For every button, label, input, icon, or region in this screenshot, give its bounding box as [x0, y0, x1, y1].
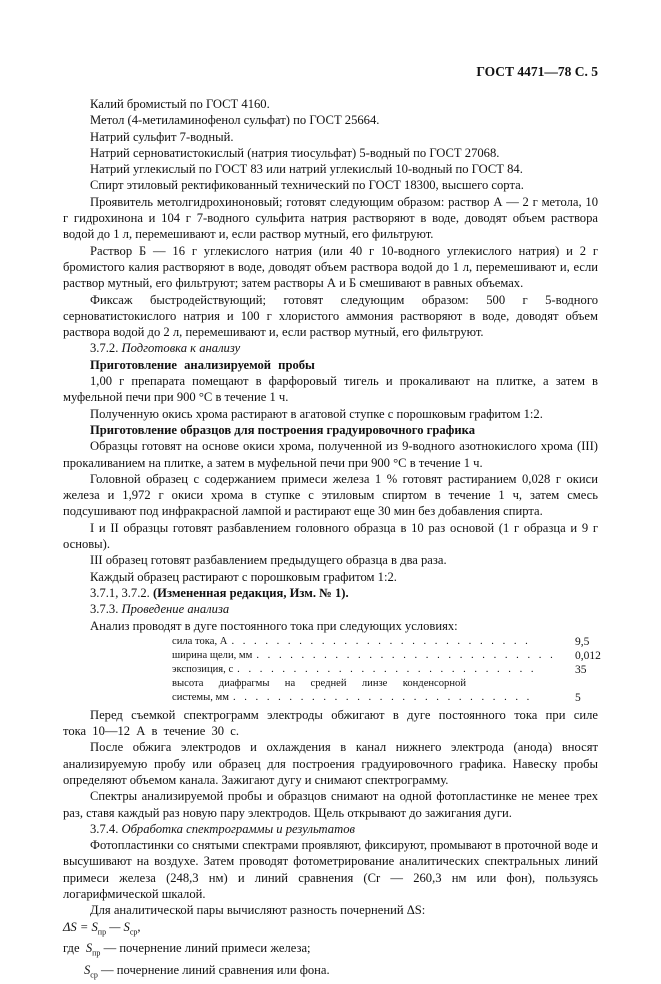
condition-value: 0,012 [575, 649, 601, 662]
paragraph: III образец готовят разбавлением предыдущего образца в два раза. [90, 553, 447, 568]
condition-value: 5 [575, 691, 581, 704]
symbol-subscript: пр [92, 948, 101, 958]
document-body [63, 96, 601, 984]
paragraph: После обжига электродов и охлаждения в канал нижнего электрода (анода) вносят анализируемую пробу или образец для построения градуировочного графика. Навеску пробы определяют объемом канала. Зажигают дугу и снимают спектрограмму. [63, 740, 598, 787]
leader-dots: . . . . . . . . . . . . . . . . . . . . . . . . . . . [237, 663, 537, 675]
leader-dots: . . . . . . . . . . . . . . . . . . . . . . . . . . . [256, 649, 556, 661]
paragraph: Для аналитической пары вычисляют разность почернений ΔS: [90, 903, 426, 918]
condition-row [172, 649, 601, 663]
paragraph: Натрий углекислый по ГОСТ 83 или натрий углекислый 10-водный по ГОСТ 84. [90, 162, 523, 177]
condition-label: сила тока, А [172, 635, 228, 647]
condition-row [172, 691, 581, 705]
section-title: Обработка спектрограммы и результатов [121, 821, 355, 836]
paragraph: Калий бромистый по ГОСТ 4160. [90, 97, 270, 111]
legend-text: — почернение линий примеси железа; [103, 941, 311, 956]
paragraph: Проявитель метолгидрохиноновый; готовят следующим образом: раствор А — 2 г метола, 10 г гидрохинона и 104 г 7-водного сульфита натрия растворяют в воде, доводят объем раствора водой до 1 л, перемешивают и, если раствор мутный, его фильтруют. [63, 194, 598, 242]
section-number: 3.7.2. [90, 341, 119, 356]
legend-text: — почернение линий сравнения или фона. [101, 963, 330, 978]
condition-label: высота диафрагмы на средней линзе конденсорной [172, 677, 466, 689]
formula-part: — S [106, 919, 130, 934]
paragraph: Раствор Б — 16 г углекислого натрия (или 40 г 10-водного углекислого натрия) и 2 г бромистого калия растворяют в воде, доводят объем раствора водой до 1 л, перемешивают и, если раствор мутный, его фильтруют; затем растворы А и Б смешивают в равных объемах. [63, 243, 598, 291]
paragraph: Фиксаж быстродействующий; готовят следующим образом: 500 г 5-водного серноватистокислого натрия и 100 г хлористого аммония растворяют в воде, доводят объем раствора водой до 2 л, перемешивают и, если раствор мутный, его фильтруют. [63, 292, 598, 340]
where-word: где [63, 941, 80, 956]
symbol: S [85, 941, 93, 956]
paragraph: Перед съемкой спектрограмм электроды обжигают в дуге постоянного тока при силе тока 10—12 А в течение 30 с. [63, 707, 598, 739]
condition-label: ширина щели, мм [172, 649, 253, 661]
symbol: S [84, 963, 91, 978]
paragraph: Спирт этиловый ректификованный технический по ГОСТ 18300, высшего сорта. [90, 178, 524, 193]
condition-value: 9,5 [575, 635, 590, 648]
paragraph: Образцы готовят на основе окиси хрома, полученной из 9-водного азотнокислого хрома (III) прокаливанием на плитке, а затем в муфельной печи при 900 °С в течение 1 ч. [63, 439, 598, 470]
subheading: Приготовление анализируемой пробы [90, 357, 315, 372]
condition-value: 35 [575, 663, 587, 676]
paragraph: Головной образец с содержанием примеси железа 1 % готовят растиранием 0,028 г окиси железа и 1,972 г окиси хрома в ступке с этиловым спиртом в течение 1 ч, затем смесь подсушивают под инфракрасной лампой и растирают еще 30 мин без добавления спирта. [63, 471, 598, 519]
condition-label: экспозиция, с [172, 663, 234, 675]
section-heading-3-7-3 [63, 601, 598, 617]
formula-part: , [137, 919, 141, 934]
paragraph: Метол (4-метиламинофенол сульфат) по ГОСТ 25664. [90, 113, 380, 128]
paragraph: 1,00 г препарата помещают в фарфоровый тигель и прокаливают на плитке, а затем в муфельной печи при 900 °С в течение 1 ч. [63, 374, 598, 405]
formula-legend-line [63, 962, 598, 984]
paragraph: Полученную окись хрома растирают в агатовой ступке с порошковым графитом 1:2. [90, 406, 543, 421]
paragraph: Каждый образец растирают с порошковым графитом 1:2. [90, 569, 397, 584]
condition-row [172, 663, 587, 677]
condition-row [172, 635, 590, 649]
paragraph: Натрий сульфит 7-водный. [90, 129, 234, 144]
section-heading-3-7-2 [63, 340, 598, 356]
paragraph: Анализ проводят в дуге постоянного тока при следующих условиях: [90, 618, 458, 633]
page-header: ГОСТ 4471—78 С. 5 [476, 64, 598, 79]
condition-label: системы, мм [172, 691, 229, 703]
symbol-subscript: ср [90, 970, 98, 980]
conditions-list [172, 635, 601, 705]
paragraph: Натрий серноватистокислый (натрия тиосульфат) 5-водный по ГОСТ 27068. [90, 145, 500, 160]
formula-part: ΔS = S [63, 919, 98, 934]
formula-subscript: пр [97, 927, 107, 937]
leader-dots: . . . . . . . . . . . . . . . . . . . . . . . . . . . [231, 635, 531, 647]
subheading: Приготовление образцов для построения градуировочного графика [90, 422, 475, 437]
paragraph: I и II образцы готовят разбавлением головного образца в 10 раз основой (1 г образца и 9 г основы). [63, 520, 598, 552]
paragraph: Фотопластинки со снятыми спектрами проявляют, фиксируют, промывают в проточной воде и высушивают на воздухе. Затем проводят фотометрирование аналитических спектральных линий примеси железа (248,3 нм) и линий сравнения (Cr — 260,3 нм или фон), пользуясь логарифмической шкалой. [63, 838, 598, 902]
formula [63, 919, 598, 941]
amendment-ref: 3.7.1, 3.7.2. [90, 585, 150, 600]
formula-subscript: ср [129, 927, 138, 937]
amendment-note [63, 585, 598, 601]
condition-row [172, 677, 512, 691]
section-title: Проведение анализа [121, 602, 230, 617]
formula-legend-line [63, 940, 598, 962]
leader-dots: . . . . . . . . . . . . . . . . . . . . . . . . . . . [232, 691, 533, 703]
section-number: 3.7.4. [90, 821, 119, 836]
paragraph: Спектры анализируемой пробы и образцов снимают на одной фотопластинке не менее трех раз, ставя каждый раз новую пару электродов. Щель открывают до зажигания дуги. [63, 789, 598, 820]
section-number: 3.7.3. [90, 602, 119, 617]
section-title: Подготовка к анализу [121, 341, 241, 356]
section-heading-3-7-4 [63, 821, 598, 837]
amendment-text: (Измененная редакция, Изм. № 1). [152, 585, 349, 600]
